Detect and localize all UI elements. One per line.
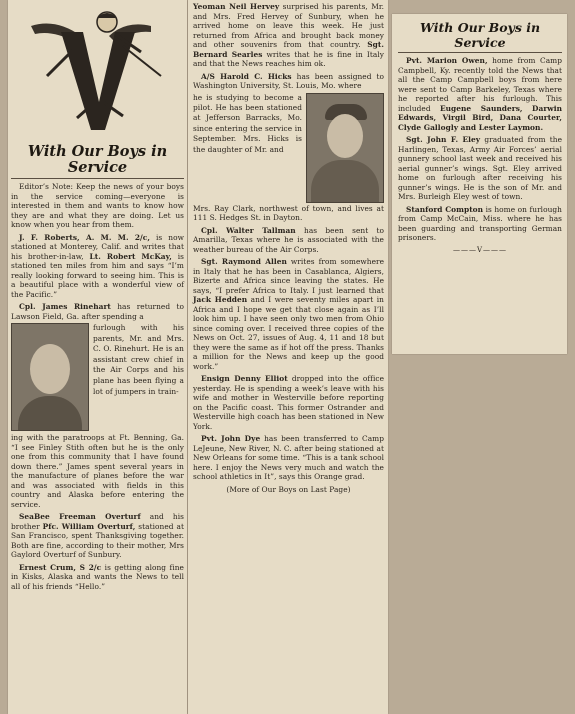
editor-note: Editor’s Note: Keep the news of your boys in the service coming—everyone is interested in them and wants to know how they are and what they are doing. Let us know when you hear from them. xyxy=(11,182,184,229)
hicks-item-top: A/S Harold C. Hicks has been assigned to Washington University, St. Louis, Mo. where xyxy=(193,71,384,90)
right-clipping xyxy=(392,14,567,354)
v-logo xyxy=(11,6,184,134)
portrait-face xyxy=(30,344,70,394)
right-heading: With Our Boys in Service xyxy=(419,20,541,50)
hicks-photo-block xyxy=(193,93,384,203)
dye-item: Pvt. John Dye has been transferred to Camp LeJeune, New River, N. C. after being stationed at New Orleans for some time. “This is a tank school here. I enjoy the News very much and watch the school athletics in It”, says this Orange grad. xyxy=(193,434,385,481)
portrait-shoulders xyxy=(311,160,379,203)
middle-footer: (More of Our Boys on Last Page) xyxy=(226,484,351,494)
hicks-side-text: he is studying to become a pilot. He has been stationed at Jefferson Barracks, Mo. since entering the service in September. Mrs. Hicks is the daughter of Mr. and xyxy=(193,92,302,154)
roberts-item: J. F. Roberts, A. M. M. 2/c, is now stationed at Monterey, Calif. and writes that his brother-in-law, Lt. Robert McKay, is stationed ten miles from him and says “I’m really looking forward to seeing him. This is a beautiful place with a wonderful view of the Pacific.” xyxy=(11,232,185,299)
left-heading: With Our Boys in Service xyxy=(27,143,168,176)
left-heading-rule xyxy=(11,178,184,179)
left-clipping xyxy=(8,0,187,714)
allen-item: Sgt. Raymond Allen writes from somewhere in Italy that he has been in Casablanca, Algiers, Bizerte and Africa since leaving the states. He says, “I prefer Africa to Italy. I just learned that Jack Hedden and I were seventy miles apart in Africa and I hope we get that close again as I’ll look him up. I have seen only two men from Ohio since coming over. I received three copies of the News on Oct. 27, issues of Aug. 4, 11 and 18 but they were the same as if hot off the press. Thanks a million for the News and keep up the good work.” xyxy=(193,257,384,371)
end-mark: ———V——— xyxy=(452,245,508,254)
soldier-v-icon xyxy=(11,6,183,134)
roberts-name: J. F. Roberts, A. M. M. 2/c, xyxy=(19,232,150,242)
hicks-bottom-text: Mrs. Ray Clark, northwest of town, and lives at 111 S. Hedges St. in Dayton. xyxy=(193,203,384,222)
tallman-item: Cpl. Walter Tallman has been sent to Amarilla, Texas where he is associated with the weather bureau of the Air Corps. xyxy=(193,225,385,254)
right-heading-rule xyxy=(398,52,562,53)
elliot-item: Ensign Denny Elliot dropped into the office yesterday. He is spending a week’s leave with his wife and mother in Westerville before reporting on the Pacific coast. This former Ostrander and Westerville high coach has been stationed in New York. xyxy=(193,374,384,431)
hervey-item: Yeoman Neil Hervey surprised his parents, Mr. and Mrs. Fred Hervey of Sunbury, when he arrived home on leave this week. He just returned from Africa and brought back money and other souvenirs from that country. Sgt. Bernard Searles writes that he is fine in Italy and that the News reaches him ok. xyxy=(193,2,384,68)
rinehart-side-text: furlough with his parents, Mr. and Mrs. C. O. Rinehurt. He is an assistant crew chief in the Air Corps and his plane has been flying a lot of jumpers in train- xyxy=(93,323,184,396)
crum-item: Ernest Crum, S 2/c is getting along fine in Kisks, Alaska and wants the News to tell all of his friends “Hello.” xyxy=(11,562,184,591)
rinehart-item-top: Cpl. James Rinehart has returned to Lawson Field, Ga. after spending a xyxy=(11,302,184,321)
compton-item: Stanford Compton is home on furlough from Camp McCain, Miss. where he has been guarding and transporting German prisoners. xyxy=(398,204,562,242)
rinehart-bottom-text: ing with the paratroops at Ft. Benning, Ga. “I see Finley Stith often but he is the only one from this community that I have found down there.” James spent several years in the manufacture of planes before the war and was associated with fields in this country and Alaska before entering the service. xyxy=(11,433,184,509)
hicks-photo xyxy=(306,93,384,203)
middle-clipping xyxy=(188,0,388,714)
owen-item: Pvt. Marion Owen, home from Camp Campbell, Ky. recently told the News that all the Camp Campbell boys from here were sent to Camp Barkeley, Texas where he reported after his furlough. This included Eugene Saunders, Darwin Edwards, Virgil Bird, Dana Courter, Clyde Gallogly and Lester Laymon. xyxy=(398,56,562,132)
rinehart-photo xyxy=(11,323,89,431)
eley-item: Sgt. John F. Eley graduated from the Harlingen, Texas, Army Air Forces’ aerial gunnery school last week and received his aerial gunner’s wings. Sgt. Eley arrived home on furlough after receiving his gunner’s wings. He is the son of Mr. and Mrs. Burleigh Eley west of town. xyxy=(398,135,562,201)
rinehart-photo-block xyxy=(11,323,184,431)
portrait-face xyxy=(327,114,363,158)
portrait-shoulders xyxy=(18,396,82,431)
overturf-item: SeaBee Freeman Overturf and his brother Pfc. William Overturf, stationed at San Francisco, spent Thanksgiving together. Both are fine, according to their mother, Mrs Gaylord Overturf of Sunbury. xyxy=(11,512,184,559)
